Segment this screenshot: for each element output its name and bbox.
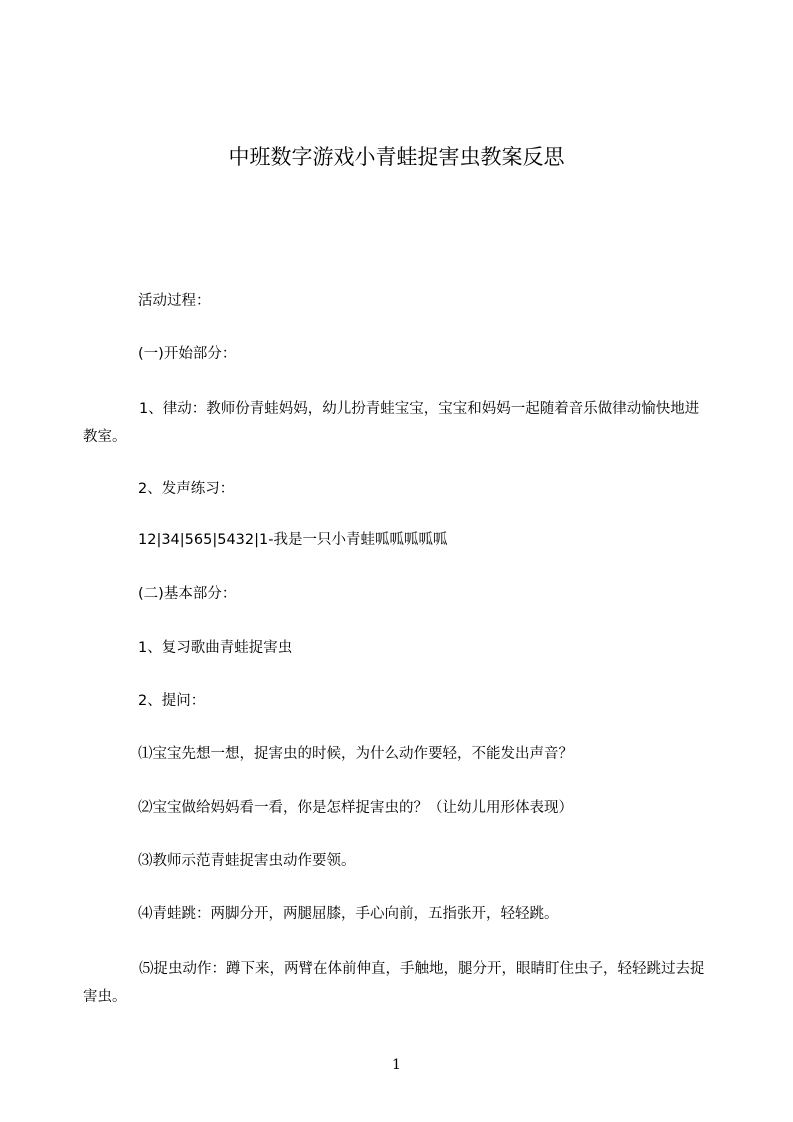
paragraph-activity-process: 活动过程：	[138, 293, 211, 309]
paragraph-rhythm: 1、律动：教师份青蛙妈妈，幼儿扮青蛙宝宝，宝宝和妈妈一起随着音乐做律动愉快地进教室。	[83, 401, 700, 445]
paragraph-frog-jump: ⑷青蛙跳：两脚分开，两腿屈膝，手心向前，五指张开，轻轻跳。	[138, 906, 559, 922]
paragraph-question-2: ⑵宝宝做给妈妈看一看，你是怎样捉害虫的？（让幼儿用形体表现）	[138, 800, 573, 816]
paragraph-section-one: (一)开始部分：	[138, 346, 237, 362]
paragraph-review-song: 1、复习歌曲青蛙捉害虫	[138, 640, 293, 656]
paragraph-question-1: ⑴宝宝先想一想，捉害虫的时候，为什么动作要轻，不能发出声音？	[138, 746, 573, 762]
page-number: 1	[392, 1057, 401, 1073]
paragraph-notation: 12|34|565|5432|1-我是一只小青蛙呱呱呱呱呱	[138, 532, 448, 548]
document-title: 中班数字游戏小青蛙捉害虫教案反思	[228, 145, 565, 169]
paragraph-questions: 2、提问：	[138, 693, 206, 709]
paragraph-catch-action: ⑸捉虫动作：蹲下来，两臂在体前伸直，手触地，腿分开，眼睛盯住虫子，轻轻跳过去捉害虫。	[83, 961, 705, 1005]
paragraph-demonstration: ⑶教师示范青蛙捉害虫动作要领。	[138, 853, 356, 869]
paragraph-section-two: (二)基本部分：	[138, 586, 237, 602]
paragraph-vocal-practice: 2、发声练习：	[138, 481, 235, 497]
